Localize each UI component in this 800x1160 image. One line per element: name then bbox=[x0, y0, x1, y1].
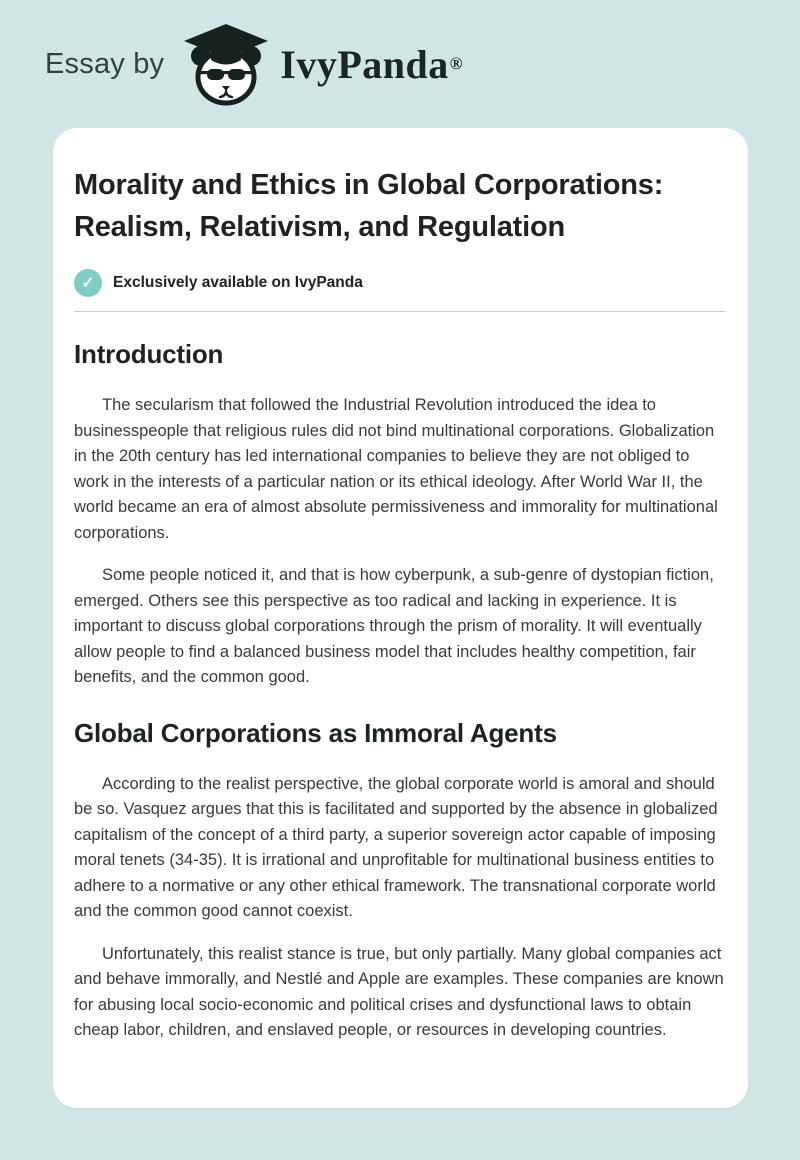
availability-label: Exclusively available on IvyPanda bbox=[113, 274, 363, 291]
essay-card bbox=[53, 128, 748, 1108]
section-heading: Global Corporations as Immoral Agents bbox=[74, 717, 557, 748]
brand-name: IvyPanda bbox=[280, 41, 449, 87]
paragraph: Unfortunately, this realist stance is true, but only partially. Many global companies act and behave immorally, and Nestlé and Apple are examples. These companies are known for abusing local socio-economic and political crises and dysfunctional laws to obtain cheap labor, children, and enslaved people, or resources in developing countries. bbox=[74, 944, 724, 1039]
paragraph: Some people noticed it, and that is how cyberpunk, a sub-genre of dystopian fiction, emerged. Others see this perspective as too radical and lacking in experience. It is important to discuss global corporations through the prism of morality. It will eventually allow people to find a balanced business model that includes healthy competition, fair benefits, and the common good. bbox=[74, 566, 714, 686]
article-title: Morality and Ethics in Global Corporations: Realism, Relativism, and Regulation bbox=[74, 169, 664, 243]
panda-graduation-cap-icon bbox=[180, 20, 272, 108]
availability-row bbox=[74, 269, 725, 297]
paragraph: According to the realist perspective, the global corporate world is amoral and should be so. Vasquez argues that this is facilitated and supported by the absence in globalized capitalism of the concept of a third party, a superior sovereign actor capable of imposing moral tenets (34-35). It is irrational and unprofitable for multinational business entities to adhere to a normative or any other ethical framework. The transnational corporate world and the common good cannot coexist. bbox=[74, 774, 718, 920]
section-global-corporations bbox=[74, 718, 725, 1044]
page-header bbox=[0, 0, 800, 128]
paragraph: The secularism that followed the Industrial Revolution introduced the idea to businesspeople that religious rules did not bind multinational corporations. Globalization in the 20th century has led international companies to believe they are not obliged to work in the interests of a particular nation or its ethical ideology. After World War II, the world became an era of almost absolute permissiveness and immorality for multinational corporations. bbox=[74, 396, 718, 542]
divider bbox=[74, 311, 725, 312]
essay-by-label: Essay by bbox=[45, 47, 165, 80]
check-icon bbox=[74, 269, 102, 297]
section-heading: Introduction bbox=[74, 339, 224, 369]
check-glyph: ✓ bbox=[81, 275, 95, 292]
section-introduction bbox=[74, 339, 725, 691]
registered-mark: ® bbox=[449, 54, 463, 73]
ivypanda-logo bbox=[180, 20, 462, 108]
